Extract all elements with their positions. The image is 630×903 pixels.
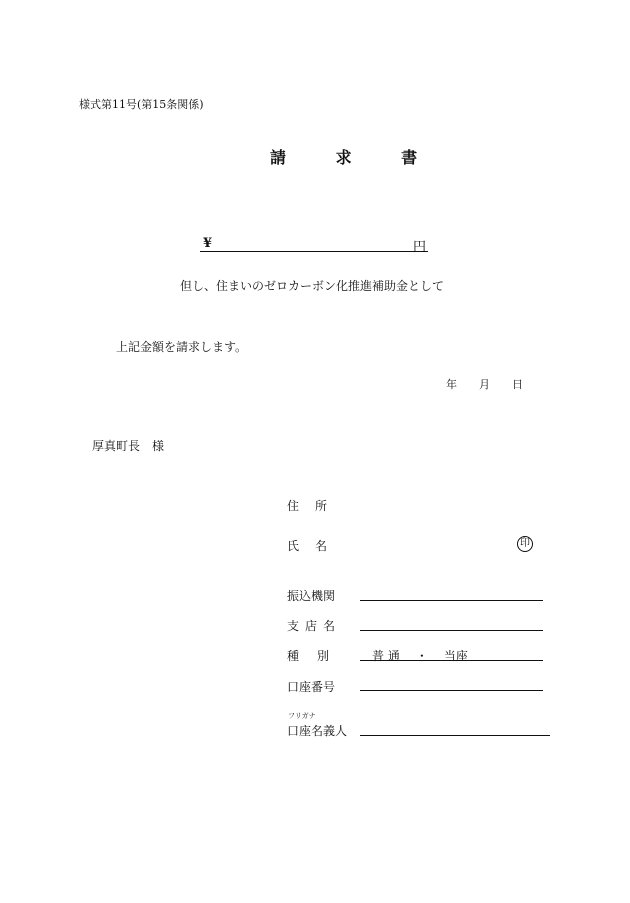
- request-statement: 上記金額を請求します。: [116, 340, 248, 354]
- date-day-label: 日: [512, 378, 523, 391]
- seal-icon: 印: [517, 536, 533, 552]
- account-holder-field[interactable]: [360, 735, 550, 736]
- account-type-label: 種別: [287, 649, 348, 663]
- account-number-label: 口座番号: [287, 680, 336, 694]
- account-type-separator: ・: [415, 649, 428, 663]
- date-month-label: 月: [479, 378, 490, 391]
- currency-unit: 円: [413, 240, 427, 255]
- branch-name-label: 支店名: [287, 619, 342, 633]
- amount-field-line[interactable]: [200, 251, 428, 252]
- furigana-label: フリガナ: [288, 712, 316, 720]
- date-field[interactable]: [446, 376, 523, 392]
- account-type-options[interactable]: [372, 647, 468, 664]
- document-title: 請 求 書: [270, 148, 440, 167]
- account-type-current[interactable]: 当座: [443, 649, 468, 663]
- account-number-field[interactable]: [360, 690, 543, 691]
- account-type-ordinary[interactable]: 普 通: [372, 649, 400, 663]
- branch-name-field[interactable]: [360, 630, 543, 631]
- name-label: 氏名: [287, 539, 344, 553]
- account-holder-label: 口座名義人: [287, 724, 348, 738]
- currency-symbol: ¥: [203, 236, 213, 251]
- form-number: 様式第11号(第15条関係): [79, 98, 204, 111]
- date-year-label: 年: [446, 378, 457, 391]
- bank-institution-field[interactable]: [360, 600, 543, 601]
- account-type-line: [360, 660, 543, 661]
- purpose-text: 但し、住まいのゼロカーボン化推進補助金として: [180, 279, 445, 293]
- address-label: 住所: [287, 499, 344, 513]
- addressee: 厚真町長 様: [92, 439, 165, 453]
- bank-institution-label: 振込機関: [287, 589, 336, 603]
